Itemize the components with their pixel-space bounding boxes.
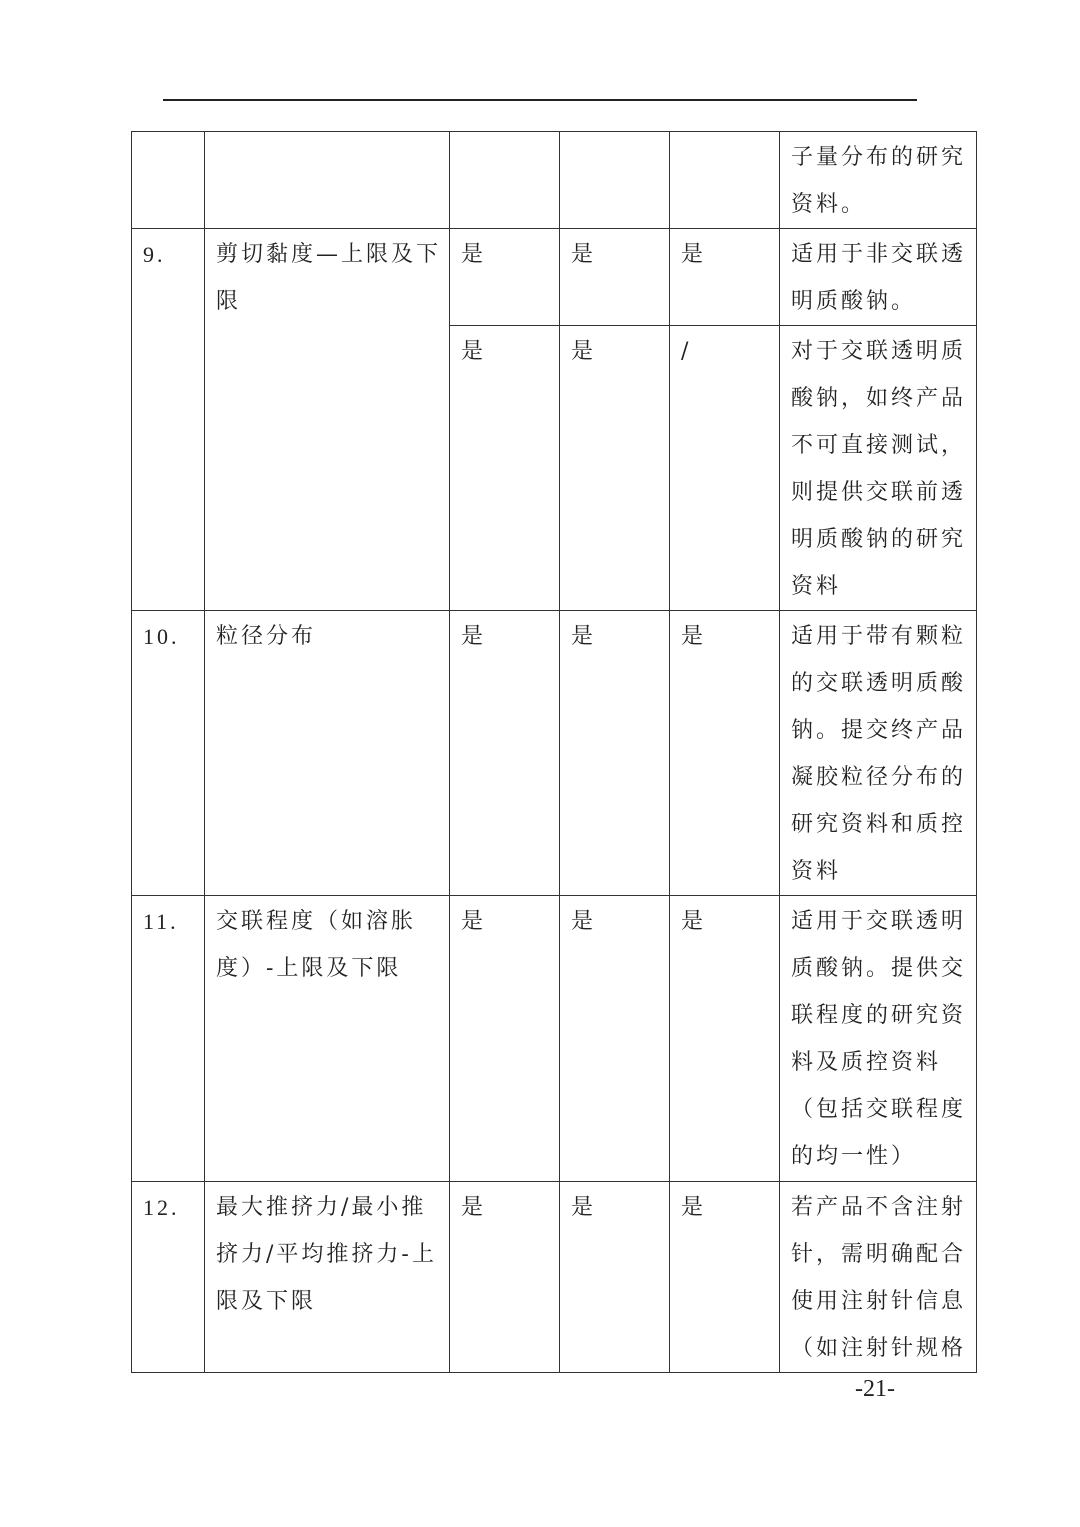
applicability-col1 [450, 132, 560, 229]
header-rule [163, 99, 917, 101]
table-row [132, 611, 977, 896]
applicability-col1: 是 [450, 326, 560, 611]
table-row [132, 132, 977, 229]
item-name [205, 132, 450, 229]
performance-requirements-table [131, 131, 977, 1373]
note-cell: 适用于非交联透明质酸钠。 [780, 229, 977, 326]
applicability-col1: 是 [450, 611, 560, 896]
table-row [132, 229, 977, 326]
note-cell: 对于交联透明质酸钠，如终产品不可直接测试，则提供交联前透明质酸钠的研究资料 [780, 326, 977, 611]
applicability-col2: 是 [560, 896, 670, 1182]
applicability-col3 [670, 132, 780, 229]
table-row [132, 896, 977, 1182]
applicability-col2 [560, 132, 670, 229]
applicability-col3: 是 [670, 1182, 780, 1373]
applicability-col2: 是 [560, 326, 670, 611]
applicability-col2: 是 [560, 611, 670, 896]
row-number: 11. [132, 896, 205, 1182]
item-name: 剪切黏度—上限及下限 [205, 229, 450, 611]
applicability-col2: 是 [560, 1182, 670, 1373]
applicability-col1: 是 [450, 229, 560, 326]
applicability-col3: 是 [670, 229, 780, 326]
page-number: -21- [855, 1376, 895, 1402]
item-name: 最大推挤力/最小推挤力/平均推挤力-上限及下限 [205, 1182, 450, 1373]
note-cell: 适用于带有颗粒的交联透明质酸钠。提交终产品凝胶粒径分布的研究资料和质控资料 [780, 611, 977, 896]
applicability-col3: 是 [670, 611, 780, 896]
applicability-col2: 是 [560, 229, 670, 326]
table-row [132, 1182, 977, 1373]
note-cell: 子量分布的研究资料。 [780, 132, 977, 229]
applicability-col1: 是 [450, 896, 560, 1182]
row-number: 10. [132, 611, 205, 896]
note-cell: 适用于交联透明质酸钠。提供交联程度的研究资料及质控资料（包括交联程度的均一性） [780, 896, 977, 1182]
item-name: 交联程度（如溶胀度）-上限及下限 [205, 896, 450, 1182]
row-number: 9. [132, 229, 205, 611]
applicability-col3: / [670, 326, 780, 611]
applicability-col3: 是 [670, 896, 780, 1182]
applicability-col1: 是 [450, 1182, 560, 1373]
note-cell: 若产品不含注射针，需明确配合使用注射针信息（如注射针规格 [780, 1182, 977, 1373]
item-name: 粒径分布 [205, 611, 450, 896]
row-number [132, 132, 205, 229]
row-number: 12. [132, 1182, 205, 1373]
